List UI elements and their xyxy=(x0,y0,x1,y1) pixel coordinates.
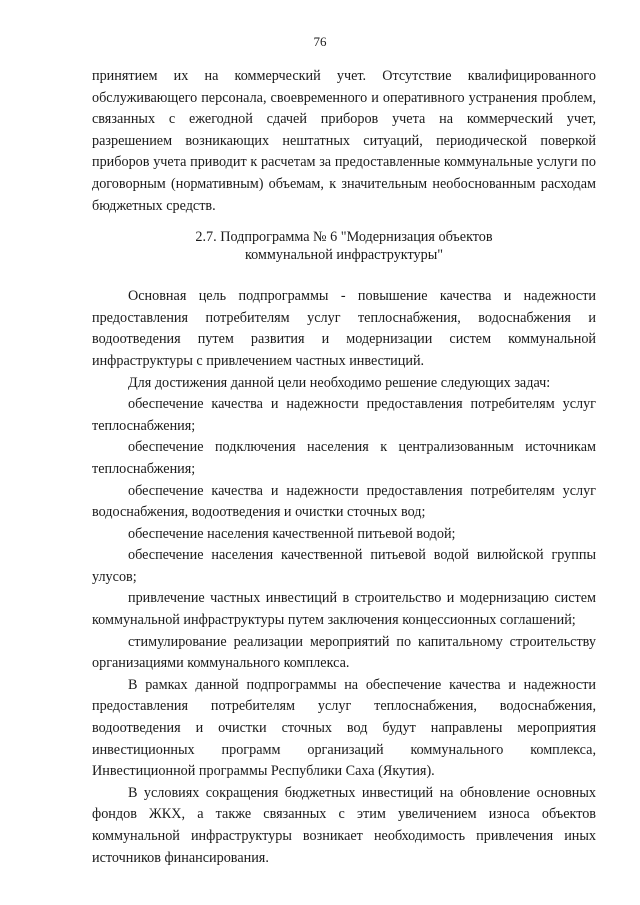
task-item: обеспечение подключения населения к централизованным источникам теплоснабжения; xyxy=(92,439,596,477)
task-item: обеспечение качества и надежности предоставления потребителям услуг водоснабжения, водоотведения и очистки сточных вод; xyxy=(92,482,596,521)
task-item: обеспечение качества и надежности предоставления потребителям услуг теплоснабжения; xyxy=(92,396,596,434)
investment-programs-paragraph: В рамках данной подпрограммы на обеспечение качества и надежности предоставления потребителям услуг теплоснабжения, водоснабжения, водоотведения и очистки сточных вод будут направлены мероприятия инвестиционных программ организаций коммунального комплекса, Инвестиционной программы Республики Саха (Якутия). xyxy=(92,676,596,780)
tasks-intro-paragraph: Для достижения данной цели необходимо решение следующих задач: xyxy=(128,374,551,391)
section-heading-line-1: 2.7. Подпрограмма № 6 "Модернизация объектов xyxy=(195,229,493,246)
task-item: привлечение частных инвестиций в строительство и модернизацию систем коммунальной инфраструктуры путем заключения концессионных соглашений; xyxy=(92,590,596,629)
task-item: обеспечение населения качественной питьевой водой вилюйской группы улусов; xyxy=(92,547,596,585)
funding-sources-paragraph: В условиях сокращения бюджетных инвестиций на обновление основных фондов ЖКХ, а также связанных с этим увеличением износа объектов коммунальной инфраструктуры возникает необходимость привлечения иных источников финансирования. xyxy=(92,784,596,866)
section-heading xyxy=(92,228,596,264)
page-number: 76 xyxy=(313,34,327,49)
task-item: обеспечение населения качественной питьевой водой; xyxy=(128,525,456,542)
intro-paragraph: принятием их на коммерческий учет. Отсутствие квалифицированного обслуживающего персонала, своевременного и оперативного устранения проблем, связанных с ежегодной сдачей приборов учета на коммерческий учет, разрешением возникающих нештатных ситуаций, периодической поверкой приборов учета приводит к расчетам за предоставленные коммунальные услуги по договорным (нормативным) объемам, к значительным необоснованным расходам бюджетных средств. xyxy=(92,68,596,214)
section-heading-line-2: коммунальной инфраструктуры" xyxy=(244,247,444,264)
task-item: стимулирование реализации мероприятий по капитальному строительству организациями коммунального комплекса. xyxy=(92,633,596,672)
goal-paragraph: Основная цель подпрограммы - повышение качества и надежности предоставления потребителям услуг теплоснабжения, водоснабжения и водоотведения путем развития и модернизации систем коммунальной инфраструктуры с привлечением частных инвестиций. xyxy=(92,288,596,369)
document-body xyxy=(92,66,596,869)
